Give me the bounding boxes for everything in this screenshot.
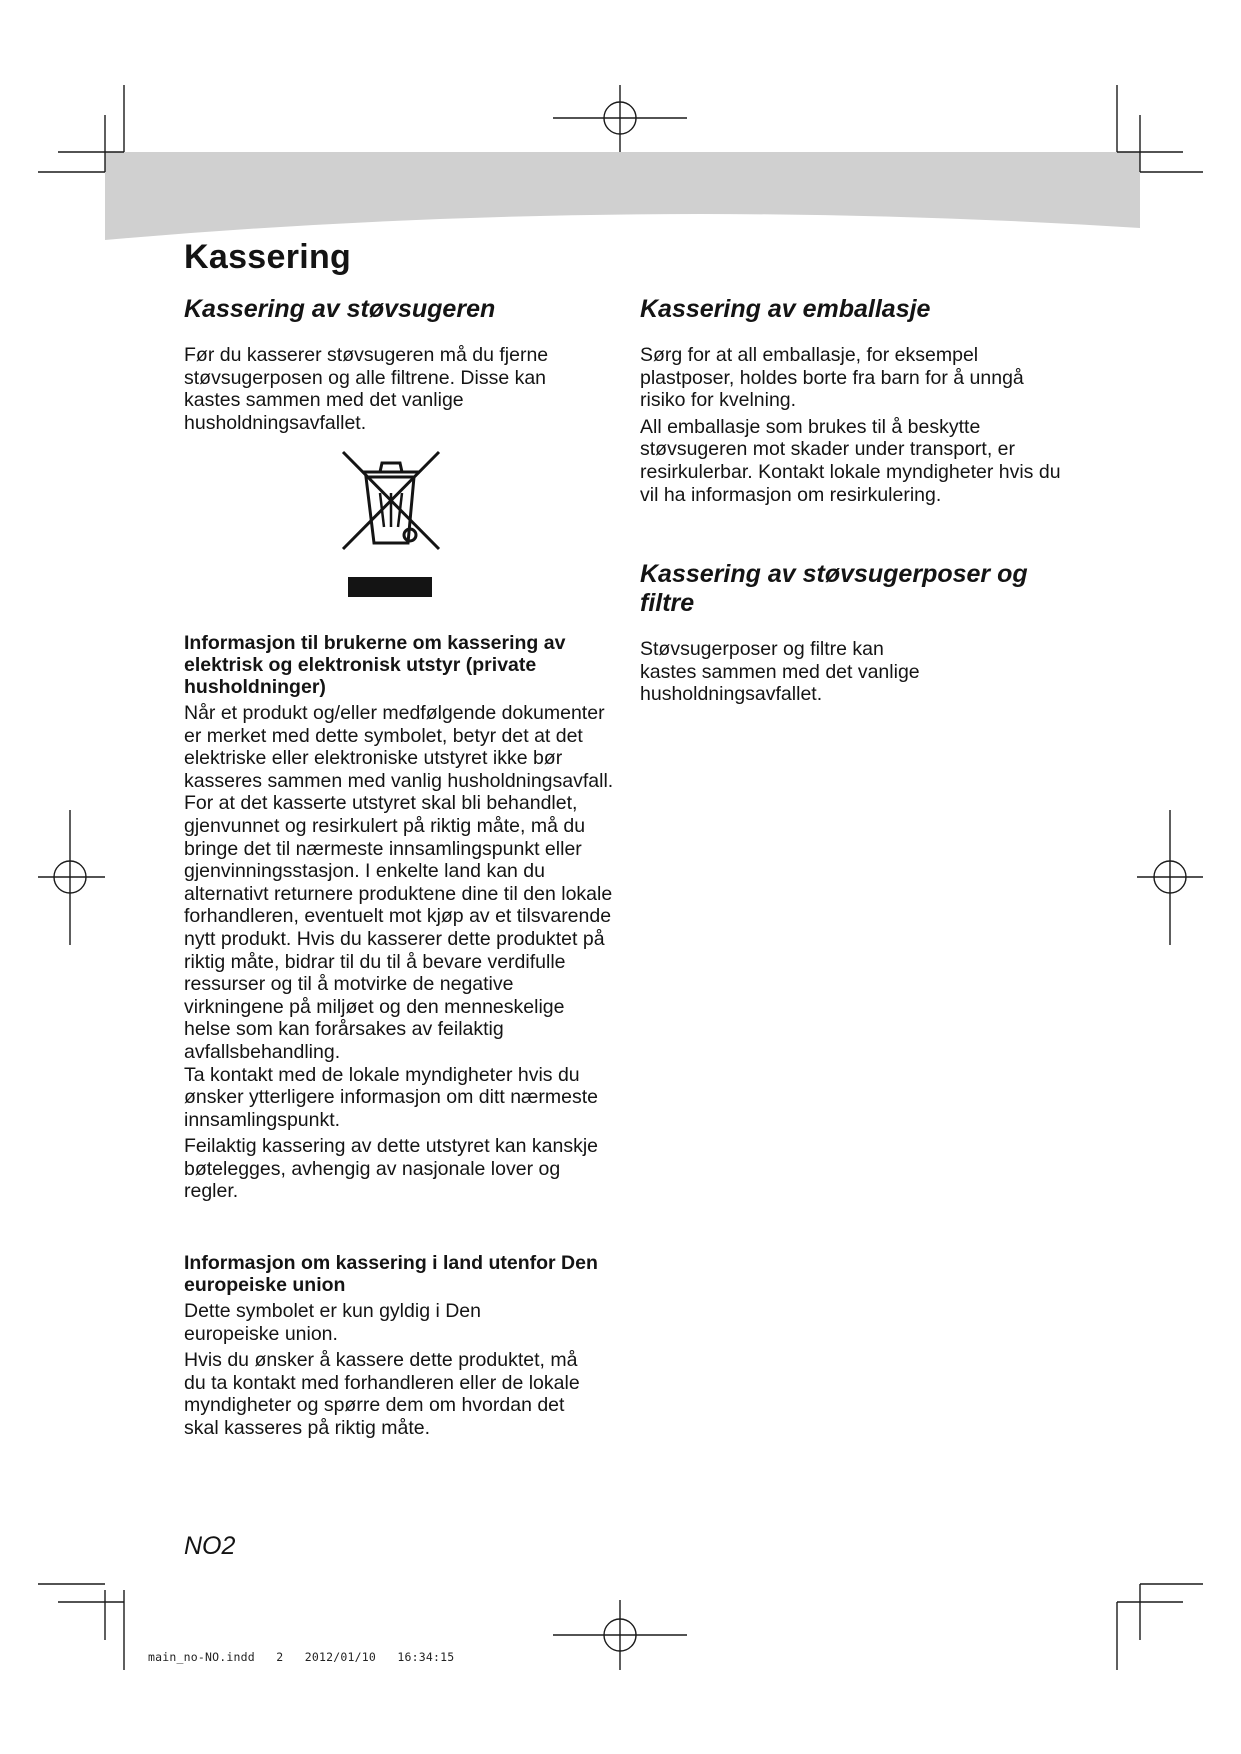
section-heading-packaging: Kassering av emballasje	[640, 295, 931, 323]
non-eu-info-paragraph: Dette symbolet er kun gyldig i Den europeiske union.	[184, 1300, 481, 1345]
eu-weee-info	[184, 632, 614, 1203]
vacuum-disposal-text: Før du kasserer støvsugeren må du fjerne støvsugerposen og alle filtrene. Disse kan kastes sammen med det vanlige husholdningsavfallet.	[184, 344, 549, 434]
eu-info-paragraph: Ta kontakt med de lokale myndigheter hvis du ønsker ytterligere informasjon om ditt nærmeste innsamlingspunkt.	[184, 1063, 598, 1131]
left-column	[184, 295, 624, 434]
registration-mark-icon	[553, 1600, 687, 1670]
crossed-out-wheelie-bin-icon	[338, 447, 444, 599]
registration-mark-icon	[553, 85, 687, 152]
print-slug: main_no-NO.indd 2 2012/01/10 16:34:15	[148, 1650, 455, 1664]
bags-filters-text: Støvsugerposer og filtre kan kastes sammen med det vanlige husholdningsavfallet.	[640, 638, 920, 706]
packaging-paragraph: All emballasje som brukes til å beskytte støvsugeren mot skader under transport, er resirkulerbar. Kontakt lokale myndigheter hvis du vil ha informasjon om resirkulering.	[640, 415, 1061, 506]
packaging-paragraph: Sørg for at all emballasje, for eksempel plastposer, holdes borte fra barn for å unngå risiko for kvelning.	[640, 344, 1024, 412]
crop-mark-icon	[38, 1584, 124, 1670]
section-heading-vacuum-disposal: Kassering av støvsugeren	[184, 295, 496, 323]
bags-filters-section	[640, 560, 1080, 706]
crop-mark-icon	[1117, 85, 1203, 172]
non-eu-info-paragraph: Hvis du ønsker å kassere dette produktet, må du ta kontakt med forhandleren eller de lokale myndigheter og spørre dem om hvordan det skal kasseres på riktig måte.	[184, 1349, 580, 1439]
registration-mark-icon	[1137, 810, 1203, 945]
eu-info-paragraph: Feilaktig kassering av dette utstyret kan kanskje bøtelegges, avhengig av nasjonale lover og regler.	[184, 1135, 599, 1203]
packaging-section	[640, 295, 1080, 506]
non-eu-info-heading: Informasjon om kassering i land utenfor Den europeiske union	[184, 1252, 598, 1296]
eu-info-heading: Informasjon til brukerne om kassering av elektrisk og elektronisk utstyr (private husholdninger)	[184, 632, 566, 698]
page-number: NO2	[184, 1532, 236, 1560]
crop-mark-icon	[1117, 1584, 1203, 1670]
eu-info-paragraph: Når et produkt og/eller medfølgende dokumenter er merket med dette symbolet, betyr det at det elektriske eller elektroniske utstyret ikke bør kasseres sammen med vanlig husholdningsavfall. For at det kasserte utstyret skal bli behandlet, gjenvunnet og resirkulert på riktig måte, må du bringe det til nærmeste innsamlingspunkt eller gjenvinningsstasjon. I enkelte land kan du alternativt returnere produktene dine til den lokale forhandleren, eventuelt mot kjøp av et tilsvarende nytt produkt. Hvis du kasserer dette produktet på riktig måte, bidrar til du til å bevare verdifulle ressurser og til å motvirke de negative virkningene på miljøet og den menneskelige helse som kan forårsakes av feilaktig avfallsbehandling.	[184, 702, 614, 1063]
registration-mark-icon	[38, 810, 105, 945]
page-title: Kassering	[184, 238, 352, 276]
crop-mark-icon	[38, 85, 124, 172]
section-heading-bags-filters: Kassering av støvsugerposer og filtre	[640, 560, 1028, 617]
non-eu-info	[184, 1252, 614, 1440]
